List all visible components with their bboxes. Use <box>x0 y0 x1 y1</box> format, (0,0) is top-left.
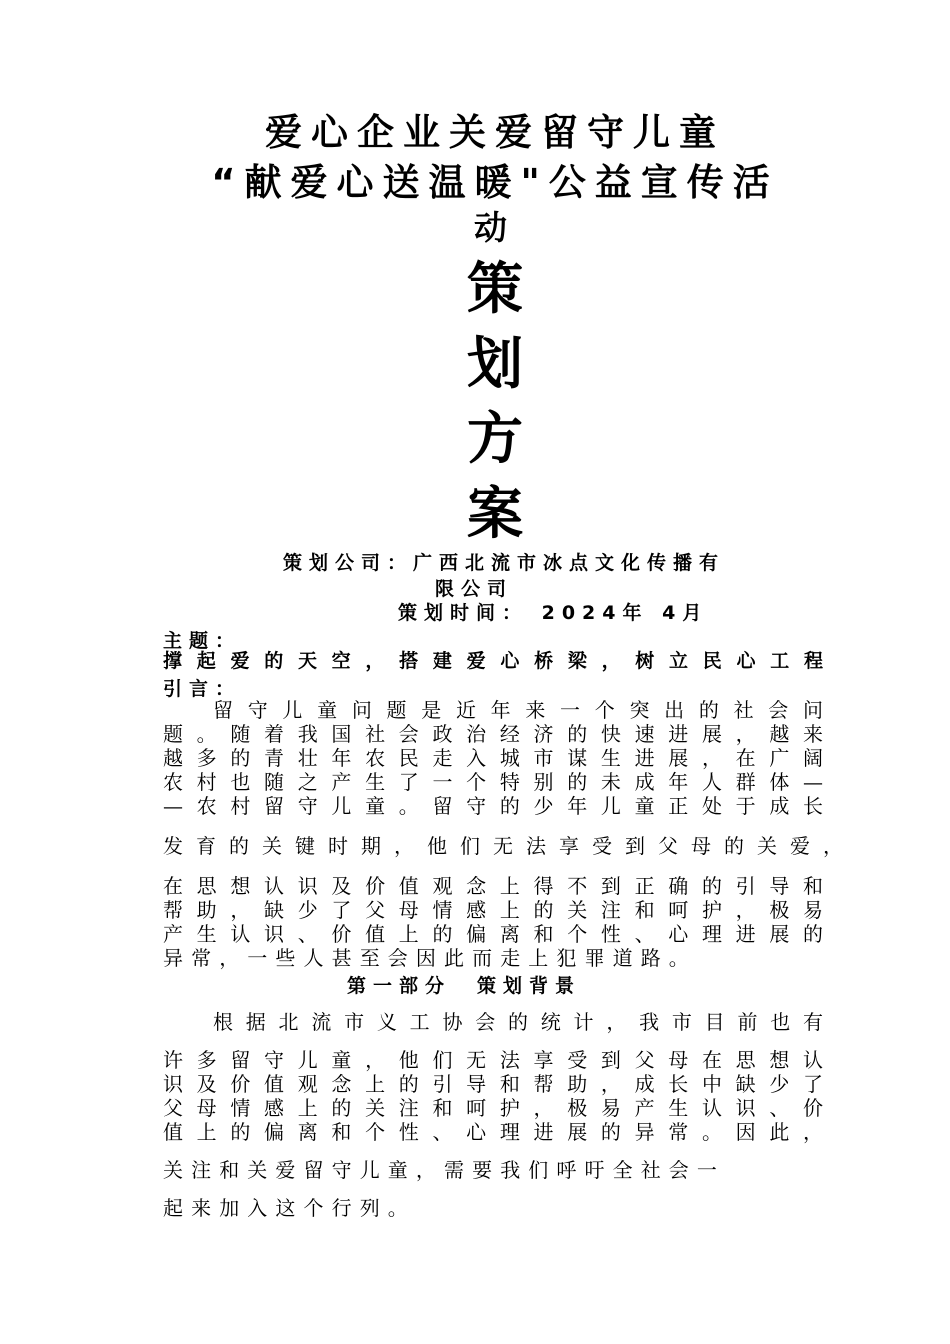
section-1-line: 许多留守儿童，他们无法享受到父母在思想认 <box>163 1048 823 1072</box>
section-1-line: 父母情感上的关注和呵护，极易产生认识、价 <box>163 1096 823 1120</box>
section-1-line: 起来加入这个行列。 <box>163 1196 416 1220</box>
company-line-2: 限公司 <box>435 578 514 600</box>
title-line-2: “献爱心送温暖"公益宣传活 <box>211 161 779 204</box>
intro-line: 题。随着我国社会政治经济的快速进展，越来 <box>163 722 823 746</box>
intro-line: 越多的青壮年农民走入城市谋生进展，在广阔 <box>163 746 823 770</box>
title-line-1: 爱心企业关爱留守儿童 <box>265 111 725 154</box>
company-line-1: 策划公司：广西北流市冰点文化传播有 <box>283 552 726 574</box>
big-title-char-3: 方 <box>467 407 523 472</box>
intro-line: 发育的关键时期，他们无法享受到父母的关爱， <box>163 834 843 858</box>
section-1-line: 根据北流市义工协会的统计，我市目前也有 <box>213 1010 823 1034</box>
intro-label: 引言： <box>163 678 242 700</box>
title-line-3: 动 <box>474 208 516 247</box>
intro-line: 农村也随之产生了一个特别的未成年人群体— <box>163 770 823 794</box>
intro-line: 异常，一些人甚至会因此而走上犯罪道路。 <box>163 946 697 970</box>
theme-text: 撑起爱的天空，搭建爱心桥梁，树立民心工程 <box>163 650 823 672</box>
intro-line: 在思想认识及价值观念上得不到正确的引导和 <box>163 874 823 898</box>
big-title-char-1: 策 <box>467 257 523 322</box>
intro-line: 帮助，缺少了父母情感上的关注和呵护，极易 <box>163 898 823 922</box>
section-1-line: 识及价值观念上的引导和帮助，成长中缺少了 <box>163 1072 823 1096</box>
section-1-title: 第一部分 策划背景 <box>347 975 582 997</box>
plan-date: 策划时间： 2024年 4月 <box>398 602 709 624</box>
section-1-line: 值上的偏离和个性、心理进展的异常。因此， <box>163 1120 823 1144</box>
intro-line: 留守儿童问题是近年来一个突出的社会问 <box>213 698 823 722</box>
intro-line: —农村留守儿童。留守的少年儿童正处于成长 <box>163 794 823 818</box>
big-title-char-4: 案 <box>467 482 523 547</box>
section-1-line: 关注和关爱留守儿童，需要我们呼吁全社会一 <box>163 1158 725 1182</box>
big-title-char-2: 划 <box>467 332 523 397</box>
intro-line: 产生认识、价值上的偏离和个性、心理进展的 <box>163 922 823 946</box>
theme-label: 主题： <box>163 630 242 652</box>
